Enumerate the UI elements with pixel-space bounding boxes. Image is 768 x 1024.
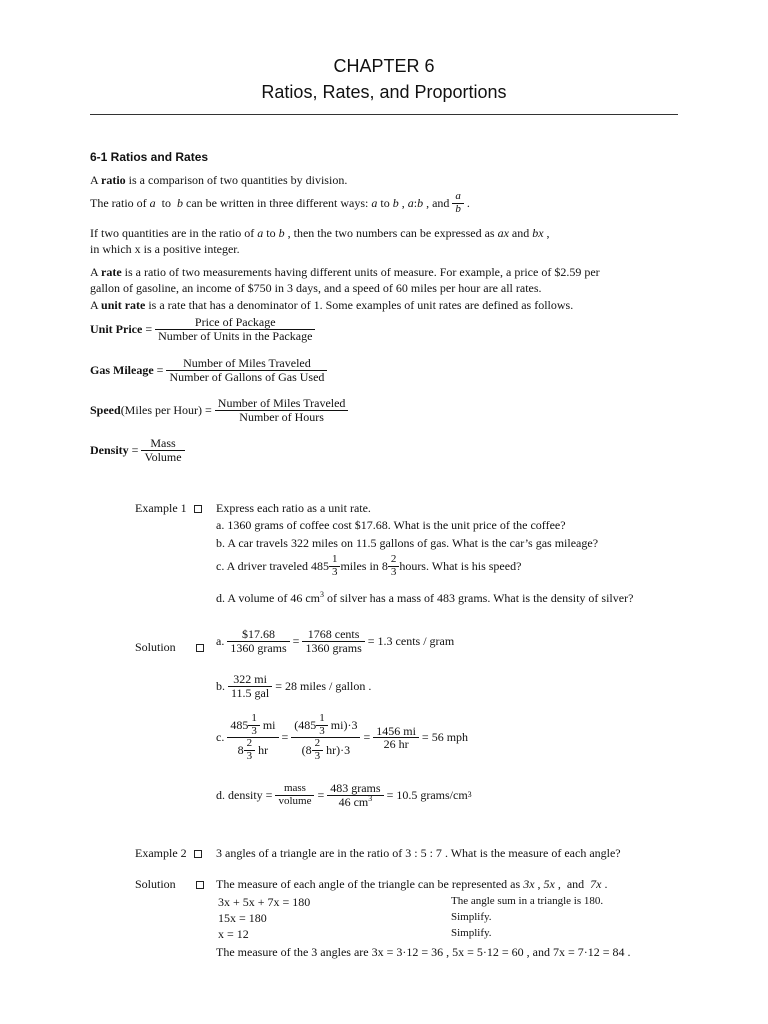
solution1-c: c. 485 $\frac{1}{3}$ mi 8 $\frac{2}{3}$ hr = (485 $\frac{1}{3}$ mi)·3 (8 $\frac{2}{3}$ hr)·3 = $\frac{1456 mi}{26 hr}$ = 56 mph <box>216 712 469 762</box>
def-unit-price: Unit Price = $\frac{\text{Price of Package}}{\text{Number of Units in the Package}}$ <box>90 316 315 342</box>
example1-c: c. A driver traveled 485 $\frac{1}{3}$ miles in 8 $\frac{2}{3}$ hours. What is his speed? <box>216 553 522 578</box>
example1-prompt: Express each ratio as a unit rate. <box>216 501 371 515</box>
bullet-box-icon <box>196 644 204 652</box>
example1-b: b. A car travels 322 miles on 11.5 gallons of gas. What is the car’s gas mileage? <box>216 536 599 550</box>
solution2-step1-eq: 3x + 5x + 7x = 180 <box>218 895 311 909</box>
solution1-label: Solution <box>135 640 176 654</box>
solution2-final: The measure of the 3 angles are 3x = 3·12 = 36 , 5x = 5·12 = 60 , and 7x = 7·12 = 84 . <box>216 945 631 959</box>
ratio-definition: A ratio is a comparison of two quantities by division. <box>90 173 348 187</box>
solution2-step3-note: Simplify. <box>451 927 492 939</box>
bullet-box-icon <box>194 505 202 513</box>
solution2-step3-eq: x = 12 <box>218 927 249 941</box>
ratio-ways: The ratio of a to b can be written in three different ways: a to b , a : b , and $\frac{a}{b}$ . <box>90 190 470 215</box>
rate-definition-line1: A rate is a ratio of two measurements having different units of measure. For example, a price of $2.59 per <box>90 265 600 279</box>
solution1-d: d. density = $\frac{\text{mass}}{\text{volume}}$ = $\frac{\text{483 grams}}{46 cm^3}$ = 10.5 grams/cm 3 <box>216 781 472 809</box>
bullet-box-icon <box>194 850 202 858</box>
chapter-heading: CHAPTER 6 <box>333 56 435 76</box>
example1-a: a. 1360 grams of coffee cost $17.68. What is the unit price of the coffee? <box>216 518 566 532</box>
two-quantities-line2: in which x is a positive integer. <box>90 242 240 256</box>
example1-label: Example 1 <box>135 501 206 516</box>
two-quantities-line1: If two quantities are in the ratio of a to b , then the two numbers can be expressed as ax and bx , <box>90 226 550 240</box>
solution2-step1-note: The angle sum in a triangle is 180. <box>451 895 604 907</box>
solution1-b: b. $\frac{322 mi}{\text{11.5 gal}}$ = 28 miles / gallon . <box>216 672 372 700</box>
unit-rate-definition: A unit rate is a rate that has a denominator of 1. Some examples of unit rates are defined as follows. <box>90 298 574 312</box>
solution2-step2-eq: 15x = 180 <box>218 911 267 925</box>
solution2-line1: The measure of each angle of the triangle can be represented as 3x , 5x , and 7x . <box>216 877 608 891</box>
rate-definition-line2: gallon of gasoline, an income of $750 in 3 days, and a speed of 60 miles per hour are all rates. <box>90 281 542 295</box>
def-density: Density = $\frac{\text{Mass}}{\text{Volume}}$ <box>90 437 185 463</box>
section-title: 6-1 Ratios and Rates <box>90 150 209 164</box>
def-speed: Speed (Miles per Hour) = $\frac{\text{Number of Miles Traveled}}{\text{Number of Hours}}$ <box>90 397 348 423</box>
header-rule <box>90 114 678 115</box>
example2-label: Example 2 <box>135 846 206 861</box>
solution1-a: a. $\frac{\$17.68}{\text{1360 grams}}$ = $\frac{\text{1768 cents}}{\text{1360 grams}}$ = 1.3 cents / gram <box>216 627 455 655</box>
chapter-subtitle: Ratios, Rates, and Proportions <box>261 82 507 102</box>
def-gas-mileage: Gas Mileage = $\frac{\text{Number of Miles Traveled}}{\text{Number of Gallons of Gas Used}}$ <box>90 357 327 383</box>
bullet-box-icon <box>196 881 204 889</box>
example2-text: 3 angles of a triangle are in the ratio of 3 : 5 : 7 . What is the measure of each angle? <box>216 846 621 860</box>
solution2-label: Solution <box>135 877 176 891</box>
solution2-step2-note: Simplify. <box>451 911 492 923</box>
example1-d: d. A volume of 46 $cm^3$ of silver has a mass of 483 grams. What is the density of silver? <box>216 590 634 605</box>
